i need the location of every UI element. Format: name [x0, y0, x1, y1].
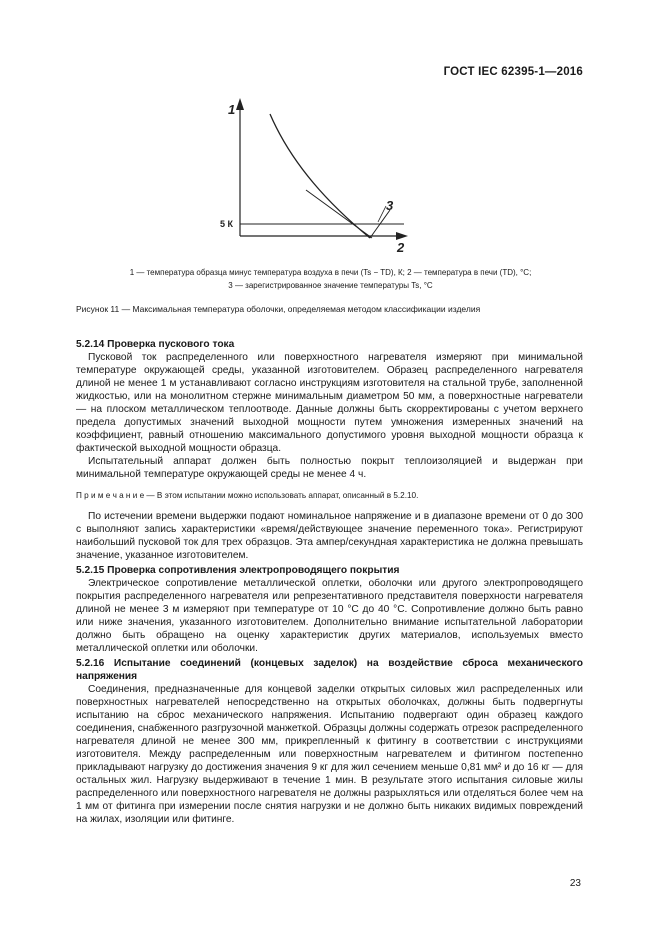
- y-axis-label: 1: [228, 102, 236, 117]
- figure-caption: Рисунок 11 — Максимальная температура оболочки, определяемая методом классификации изделия: [76, 304, 481, 314]
- document-header: ГОСТ IEC 62395-1—2016: [443, 66, 583, 78]
- figure-legend-line1: 1 — температура образца минус температура воздуха в печи (Ts − TD), К; 2 — температура в печи (TD), °C;: [129, 268, 532, 277]
- section-5214-paragraph-1: Пусковой ток распределенного или поверхностного нагревателя измеряют при минимальной температуре окружающей среды, указанной изготовителем. Образец распределенного нагревателя длиной не менее 1 м устанавливают согласно инструкциям изготовителя на стальной трубе, заполненной жидкостью, или на монолитном стержне минимальным диаметром 50 мм, а поверхностные нагреватели — на плоском металлическом теплоотводе. Данные должны быть скорректированы с учетом верхнего предела допустимых значений выходной мощности путем умножения измеренных значений на коэффициент, равный отношению максимального допустимого уровня выходной мощности образца к фактической выходной мощности образца.: [76, 352, 583, 454]
- section-5214-heading: 5.2.14 Проверка пускового тока: [76, 339, 235, 350]
- section-5214-paragraph-2: Испытательный аппарат должен быть полностью покрыт теплоизоляцией и выдержан при минимальной температуре окружающей среды не менее 4 ч.: [76, 456, 583, 480]
- section-5215-paragraph-1: Электрическое сопротивление металлической оплетки, оболочки или другого электропроводящего покрытия распределенного нагревателя или репрезентативного представителя поверхности нагревателя длиной не менее 3 м измеряют при температуре от 10 °С до 40 °С. Сопротивление должно быть равно или ниже значения, указанного изготовителем. Дополнительно внимание испытательной лаборатории должно быть обращено на оценку характеристик других материалов, используемых вместо металлической оплетки или оболочки.: [76, 578, 583, 654]
- body-text: [76, 336, 583, 826]
- x-axis-label: 2: [397, 240, 405, 255]
- y-axis-arrow: [236, 98, 244, 110]
- x-axis-arrow: [396, 232, 408, 240]
- page-number: 23: [569, 878, 581, 889]
- callout-leader: [378, 206, 386, 222]
- section-5214-paragraph-3: По истечении времени выдержки подают номинальное напряжение и в диапазоне времени от 0 до 300 с выполняют запись характеристики «время/действующее значение переменного тока». Регистрируют наибольший пусковой ток для трех образцов. Эта ампер/секундная характеристика не должна превышать значение, указанное изготовителем.: [76, 511, 583, 561]
- section-5214-note: П р и м е ч а н и е — В этом испытании можно использовать аппарат, описанный в 5.2.10.: [76, 491, 419, 500]
- figure-11-plot: [0, 0, 661, 300]
- figure-legend-line2: 3 — зарегистрированное значение температуры Ts, °C: [228, 281, 433, 290]
- section-5216-heading: 5.2.16 Испытание соединений (концевых заделок) на воздействие сброса механического напряжения: [76, 658, 583, 682]
- tangent-line: [306, 190, 372, 238]
- section-5215-heading: 5.2.15 Проверка сопротивления электропроводящего покрытия: [76, 565, 400, 576]
- section-5216-paragraph-1: Соединения, предназначенные для концевой заделки открытых силовых жил распределенных или поверхностных нагревателей непосредственно на открытых оболочках, должны быть подвергнуты испытанию на сброс механического напряжения. Испытанию подвергают один образец каждого соединения, снабженного разгрузочной манжеткой. Образцы должны содержать отрезок распределенного нагревателя длиной не менее 300 мм, прикрепленный к фитингу в соответствии с инструкциями изготовителя. Между распределенным или поверхностным нагревателем и фитингом постепенно прикладывают нагрузку до достижения значения 9 кг для жил сечением меньше 0,81 мм² и до 16 кг — для остальных жил. Нагрузку выдерживают в течение 1 мин. В результате этого испытания силовые жилы распределенного или поверхностного нагревателя не должны разрыхляться или отделяться более чем на 1 мм от фитинга при измерении после снятия нагрузки и не должно быть никаких видимых повреждений на жилах, изоляции или фитинге.: [76, 684, 583, 825]
- callout-label: 3: [386, 198, 394, 213]
- temperature-curve: [270, 114, 370, 238]
- reference-line-label: 5 К: [220, 219, 233, 229]
